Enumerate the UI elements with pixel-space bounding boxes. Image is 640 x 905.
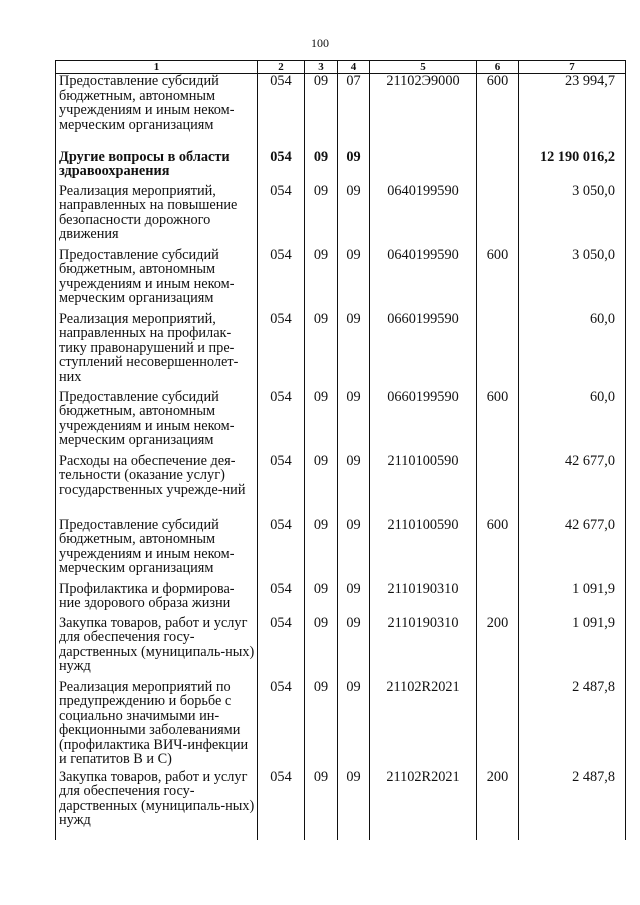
row-subsection: 09 xyxy=(338,518,370,582)
row-amount: 42 677,0 xyxy=(519,454,626,518)
row-expense-type: 600 xyxy=(477,390,519,454)
row-ministry-code: 054 xyxy=(258,518,305,582)
row-ministry-code: 054 xyxy=(258,454,305,518)
row-amount: 3 050,0 xyxy=(519,248,626,312)
table-row xyxy=(56,680,626,770)
row-ministry-code: 054 xyxy=(258,390,305,454)
row-section: 09 xyxy=(305,616,338,680)
row-ministry-code: 054 xyxy=(258,582,305,616)
row-section: 09 xyxy=(305,74,338,150)
row-target-article: 0660199590 xyxy=(370,390,477,454)
page-number: 100 xyxy=(311,36,329,50)
table-row xyxy=(56,454,626,518)
row-ministry-code: 054 xyxy=(258,616,305,680)
header-col-2: 2 xyxy=(258,61,305,74)
row-ministry-code: 054 xyxy=(258,150,305,184)
row-amount: 3 050,0 xyxy=(519,184,626,248)
row-subsection: 09 xyxy=(338,390,370,454)
row-target-article: 21102R2021 xyxy=(370,770,477,840)
header-col-6: 6 xyxy=(477,61,519,74)
row-amount: 2 487,8 xyxy=(519,680,626,770)
row-amount: 42 677,0 xyxy=(519,518,626,582)
row-description: Реализация мероприятий, направленных на профилак-тику правонарушений и пре-ступлений несовершеннолет-них xyxy=(56,312,258,390)
row-amount: 12 190 016,2 xyxy=(519,150,626,184)
row-ministry-code: 054 xyxy=(258,770,305,840)
row-description: Реализация мероприятий по предупреждению и борьбе с социально значимыми ин-фекционными заболеваниями (профилактика ВИЧ-инфекции и гепатитов В и С) xyxy=(56,680,258,770)
row-description: Профилактика и формирова-ние здорового образа жизни xyxy=(56,582,258,616)
row-expense-type: 200 xyxy=(477,770,519,840)
row-description: Предоставление субсидий бюджетным, автономным учреждениям и иным неком-мерческим организациям xyxy=(56,74,258,150)
row-subsection: 09 xyxy=(338,248,370,312)
row-target-article: 2110100590 xyxy=(370,454,477,518)
row-description: Закупка товаров, работ и услуг для обеспечения госу-дарственных (муниципаль-ных) нужд xyxy=(56,770,258,840)
header-col-5: 5 xyxy=(370,61,477,74)
row-ministry-code: 054 xyxy=(258,248,305,312)
row-subsection: 09 xyxy=(338,770,370,840)
row-expense-type xyxy=(477,582,519,616)
row-description: Предоставление субсидий бюджетным, автономным учреждениям и иным неком-мерческим организациям xyxy=(56,518,258,582)
row-target-article: 21102Э9000 xyxy=(370,74,477,150)
table-header xyxy=(56,61,626,74)
table-row xyxy=(56,770,626,840)
budget-table xyxy=(55,60,626,840)
table-row xyxy=(56,390,626,454)
row-amount: 1 091,9 xyxy=(519,616,626,680)
row-subsection: 09 xyxy=(338,680,370,770)
row-ministry-code: 054 xyxy=(258,680,305,770)
row-expense-type xyxy=(477,184,519,248)
table-row xyxy=(56,518,626,582)
row-description: Реализация мероприятий, направленных на повышение безопасности дорожного движения xyxy=(56,184,258,248)
row-description: Предоставление субсидий бюджетным, автономным учреждениям и иным неком-мерческим организациям xyxy=(56,390,258,454)
table-row xyxy=(56,74,626,150)
row-section: 09 xyxy=(305,582,338,616)
row-ministry-code: 054 xyxy=(258,74,305,150)
row-expense-type xyxy=(477,312,519,390)
header-row xyxy=(56,61,626,74)
row-description: Предоставление субсидий бюджетным, автономным учреждениям и иным неком-мерческим организациям xyxy=(56,248,258,312)
table-row xyxy=(56,582,626,616)
header-col-1: 1 xyxy=(56,61,258,74)
table-row xyxy=(56,150,626,184)
table-row xyxy=(56,616,626,680)
row-description: Закупка товаров, работ и услуг для обеспечения госу-дарственных (муниципаль-ных) нужд xyxy=(56,616,258,680)
row-subsection: 09 xyxy=(338,616,370,680)
row-target-article: 0640199590 xyxy=(370,248,477,312)
row-expense-type: 600 xyxy=(477,74,519,150)
row-section: 09 xyxy=(305,390,338,454)
row-section: 09 xyxy=(305,150,338,184)
header-col-4: 4 xyxy=(338,61,370,74)
row-target-article: 0660199590 xyxy=(370,312,477,390)
row-amount: 23 994,7 xyxy=(519,74,626,150)
row-description: Другие вопросы в области здравоохранения xyxy=(56,150,258,184)
row-amount: 2 487,8 xyxy=(519,770,626,840)
row-ministry-code: 054 xyxy=(258,312,305,390)
row-expense-type xyxy=(477,150,519,184)
row-target-article: 2110190310 xyxy=(370,616,477,680)
row-subsection: 07 xyxy=(338,74,370,150)
row-expense-type xyxy=(477,680,519,770)
table-body xyxy=(56,74,626,840)
row-subsection: 09 xyxy=(338,454,370,518)
table-row xyxy=(56,312,626,390)
row-subsection: 09 xyxy=(338,312,370,390)
table-row xyxy=(56,184,626,248)
row-expense-type: 600 xyxy=(477,248,519,312)
row-expense-type xyxy=(477,454,519,518)
row-section: 09 xyxy=(305,680,338,770)
row-section: 09 xyxy=(305,770,338,840)
row-subsection: 09 xyxy=(338,150,370,184)
row-section: 09 xyxy=(305,248,338,312)
row-section: 09 xyxy=(305,184,338,248)
header-col-7: 7 xyxy=(519,61,626,74)
row-ministry-code: 054 xyxy=(258,184,305,248)
row-target-article: 0640199590 xyxy=(370,184,477,248)
table-row xyxy=(56,248,626,312)
row-subsection: 09 xyxy=(338,184,370,248)
row-amount: 60,0 xyxy=(519,390,626,454)
row-section: 09 xyxy=(305,312,338,390)
row-target-article xyxy=(370,150,477,184)
row-subsection: 09 xyxy=(338,582,370,616)
row-expense-type: 600 xyxy=(477,518,519,582)
row-expense-type: 200 xyxy=(477,616,519,680)
row-target-article: 2110190310 xyxy=(370,582,477,616)
row-section: 09 xyxy=(305,454,338,518)
row-amount: 1 091,9 xyxy=(519,582,626,616)
row-description: Расходы на обеспечение дея-тельности (оказание услуг) государственных учрежде-ний xyxy=(56,454,258,518)
header-col-3: 3 xyxy=(305,61,338,74)
row-section: 09 xyxy=(305,518,338,582)
row-target-article: 2110100590 xyxy=(370,518,477,582)
row-target-article: 21102R2021 xyxy=(370,680,477,770)
row-amount: 60,0 xyxy=(519,312,626,390)
